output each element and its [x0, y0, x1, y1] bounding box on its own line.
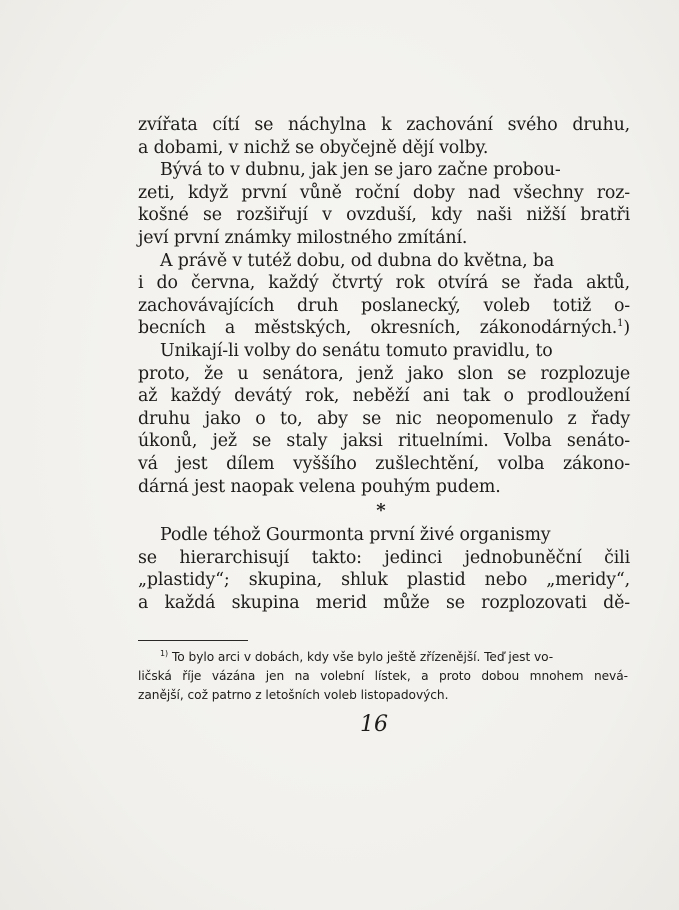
body-line-text: a dobami, v nichž se obyčejně dějí volby.	[138, 137, 489, 158]
body-line-text: Unikají-li volby do senátu tomuto pravidlu, to	[160, 340, 553, 361]
footnote-reference: 1	[617, 318, 624, 330]
body-line	[138, 569, 630, 592]
body-line-text: úkonů, jež se staly jaksi rituelními. Volba senáto-	[138, 431, 630, 452]
body-line-text: A právě v tutéž dobu, od dubna do května, ba	[160, 250, 555, 271]
body-line	[138, 363, 630, 386]
body-line	[138, 476, 630, 499]
body-line	[138, 385, 630, 408]
body-line-text: dárná jest naopak velena pouhým pudem.	[138, 476, 501, 497]
body-line-text: Podle téhož Gourmonta první živé organismy	[160, 525, 551, 546]
body-line-text: „plastidy“; skupina, shluk plastid nebo „meridy“,	[138, 570, 630, 591]
body-line	[138, 408, 630, 431]
body-line	[138, 295, 630, 318]
body-line-text: se hierarchisují takto: jedinci jednobuněční čili	[138, 547, 630, 568]
footnote-line	[138, 667, 628, 686]
body-line	[138, 317, 630, 340]
footnotes	[138, 648, 628, 705]
body-line	[138, 272, 630, 295]
footnote-line	[138, 648, 628, 667]
body-line-text: druhu jako o to, aby se nic neopomenulo z řady	[138, 408, 630, 429]
body-line-text: košné se rozšiřují v ovzduší, kdy naši nižší bratři	[138, 205, 630, 226]
footnote-line-text: ličská říje vázána jen na volební lístek, a proto dobou mnohem nevá-	[138, 669, 628, 683]
body-line	[138, 137, 630, 160]
body-line	[138, 340, 630, 363]
body-line-text: až každý devátý rok, neběží ani tak o prodloužení	[138, 386, 630, 407]
body-line	[138, 114, 630, 137]
body-line	[138, 159, 630, 182]
paragraphs-after-break	[138, 524, 630, 614]
body-line	[138, 182, 630, 205]
body-line	[138, 547, 630, 570]
body-line	[138, 227, 630, 250]
footnote-line	[138, 686, 628, 705]
body-line	[138, 204, 630, 227]
footnote-separator	[138, 640, 248, 641]
paragraphs-before-break	[138, 114, 630, 498]
body-line-text: zvířata cítí se náchylna k zachování svého druhu,	[138, 115, 630, 135]
body-line-text: a každá skupina merid může se rozplozovati dě-	[138, 592, 630, 613]
section-break-asterisk: *	[376, 500, 386, 522]
footnote-reference-paren: )	[623, 318, 630, 339]
body-line	[138, 592, 630, 615]
footnote-marker: 1)	[160, 649, 169, 658]
body-line-text: proto, že u senátora, jenž jako slon se rozplozuje	[138, 363, 630, 384]
footnote-line-text: zanější, což patrno z letošních voleb listopadových.	[138, 688, 449, 702]
page-number: 16	[360, 712, 388, 737]
body-line	[138, 524, 630, 547]
body-line-text: zachovávajících druh poslanecký, voleb totiž o-	[138, 295, 630, 316]
body-line-text: becních a městských, okresních, zákonodárných.	[138, 318, 618, 339]
body-line	[138, 430, 630, 453]
body-line-text: jeví první známky milostného zmítání.	[138, 227, 468, 248]
body-line-text: Bývá to v dubnu, jak jen se jaro začne probou-	[160, 160, 561, 181]
body-text	[138, 114, 630, 614]
body-line	[138, 453, 630, 476]
footnote-line-text: To bylo arci v dobách, kdy vše bylo ještě zřízenější. Teď jest vo-	[171, 650, 554, 664]
body-line	[138, 250, 630, 273]
body-line-text: zeti, když první vůně roční doby nad všechny roz-	[138, 182, 630, 203]
body-line-text: i do června, každý čtvrtý rok otvírá se řada aktů,	[138, 273, 630, 294]
body-line-text: vá jest dílem vyššího zušlechtění, volba zákono-	[138, 453, 630, 474]
